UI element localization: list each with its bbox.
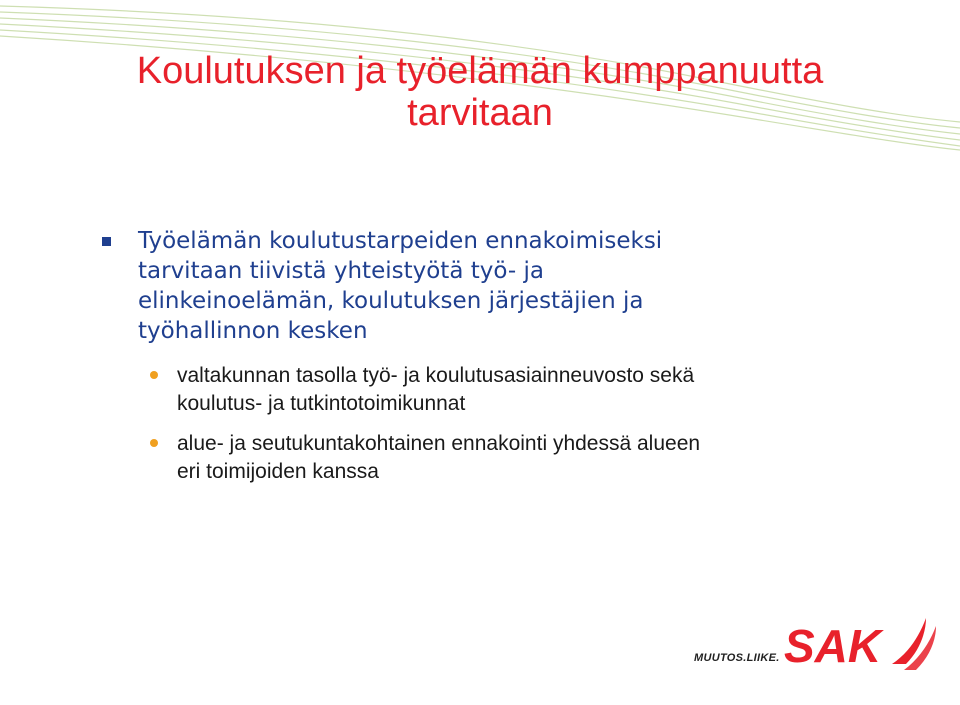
bullet-line: tarvitaan tiivistä yhteistyötä työ- ja — [138, 258, 544, 284]
sak-logo-mark-icon — [780, 612, 940, 672]
sub-bullet-list — [98, 362, 878, 486]
dot-bullet-icon — [150, 439, 158, 447]
square-bullet-icon — [102, 237, 111, 246]
bullet-line: elinkeinoelämän, koulutuksen järjestäjien ja — [138, 288, 644, 314]
sub-bullet-line: koulutus- ja tutkintotoimikunnat — [177, 392, 466, 415]
sub-bullet-line: alue- ja seutukuntakohtainen ennakointi yhdessä alueen — [177, 432, 701, 455]
slide-title-line-1: Koulutuksen ja työelämän kumppanuutta — [136, 50, 824, 92]
sub-bullet-line: eri toimijoiden kanssa — [177, 460, 379, 483]
sub-bullet-line: valtakunnan tasolla työ- ja koulutusasiainneuvosto sekä — [177, 364, 695, 387]
dot-bullet-icon — [150, 371, 158, 379]
bullet-item — [98, 226, 878, 346]
sub-bullet-item — [98, 362, 878, 418]
logo-tagline: MUUTOS.LIIKE. — [694, 652, 780, 664]
bullet-line: Työelämän koulutustarpeiden ennakoimiseksi — [138, 228, 663, 254]
logo-wordmark: SAK — [784, 620, 882, 672]
sak-logo — [688, 612, 940, 684]
bullet-line: työhallinnon kesken — [138, 318, 368, 344]
sub-bullet-item — [98, 430, 878, 486]
bullet-list — [98, 226, 878, 498]
slide-title-line-2: tarvitaan — [407, 92, 553, 134]
slide-title — [0, 50, 960, 134]
